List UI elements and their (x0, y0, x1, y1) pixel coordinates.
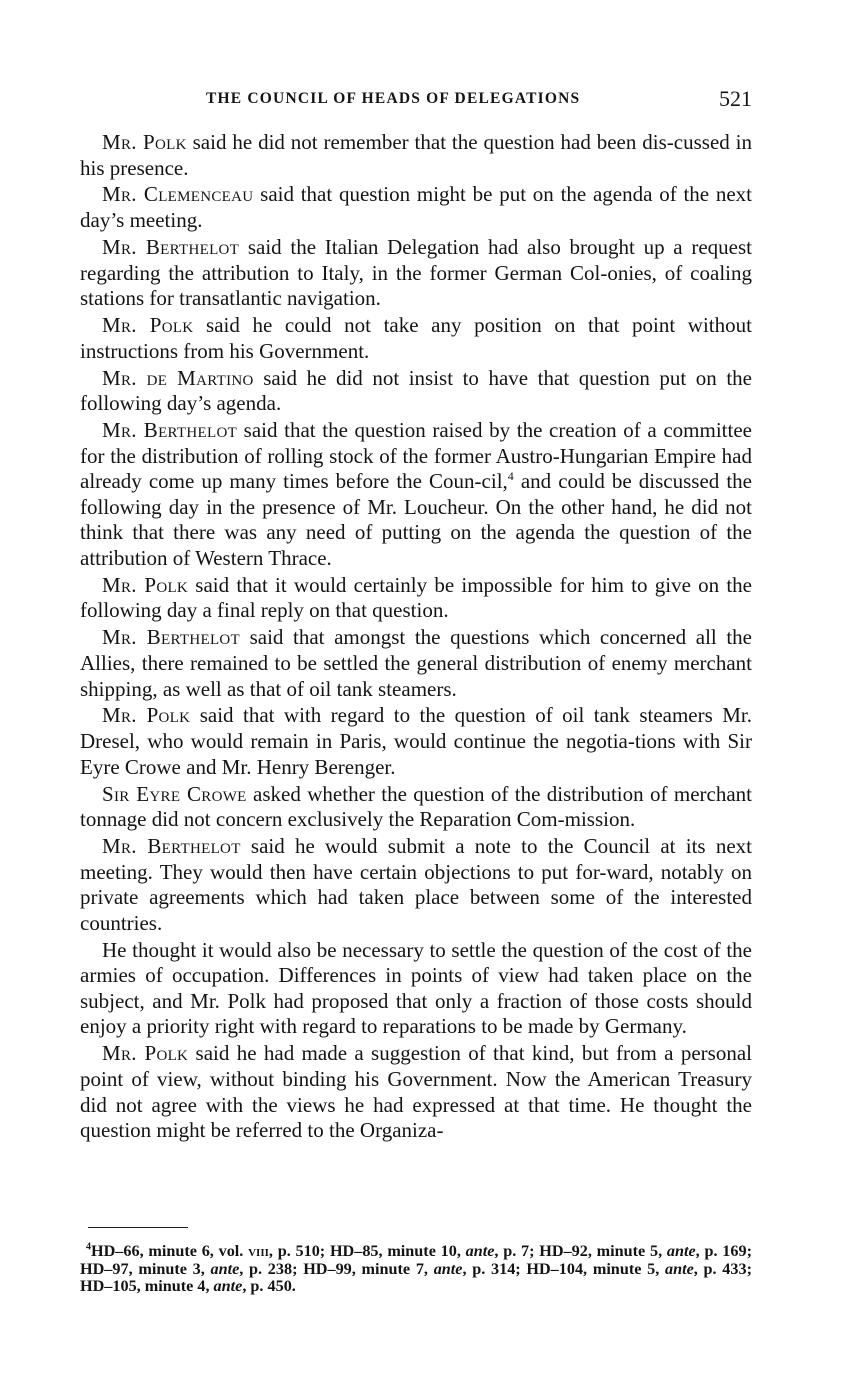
footnote-segment: viii (248, 1242, 269, 1260)
footnote-reference[interactable]: 4 (507, 469, 514, 484)
footnote-italic-segment: ante (666, 1242, 696, 1260)
paragraph-text: and could be discussed the following day in the presence of Mr. Loucheur. On the other hand, he did not think that there was any need of putting on the agenda the question of the attribution of Western Thrace. (80, 469, 752, 570)
paragraph (80, 938, 752, 1040)
paragraph (80, 418, 752, 572)
footnote (80, 1243, 752, 1296)
footnote-italic-segment: ante (213, 1277, 243, 1296)
paragraph-text: asked whether the question of the distribution of merchant tonnage did not concern exclusively the Reparation Com-mission. (80, 781, 753, 832)
body-text (80, 130, 752, 1145)
speaker-name: Mr. Polk (102, 572, 189, 597)
footnote-italic-segment: ante (210, 1259, 240, 1278)
footnote-segment: , p. 7; HD–92, minute 5, (494, 1242, 667, 1260)
footnote-segment: , p. 510; HD–85, minute 10, (268, 1242, 466, 1260)
paragraph (80, 573, 752, 624)
page-header (80, 86, 752, 116)
paragraph-text: said that the question raised by the creation of a committee for the distribution of rolling stock of the former Austro-Hungarian Empire had already come up many times before the Coun-cil, (80, 418, 752, 494)
paragraph (80, 366, 752, 417)
paragraph (80, 130, 752, 181)
speaker-name: Mr. de Martino (102, 365, 254, 390)
speaker-name: Mr. Berthelot (102, 418, 238, 443)
speaker-name: Sir Eyre Crowe (102, 781, 247, 806)
paragraph-text: said he could not take any position on that point without instructions from his Government. (80, 313, 752, 363)
paragraph (80, 182, 752, 233)
speaker-name: Mr. Polk (102, 1041, 189, 1066)
paragraph (80, 313, 752, 364)
footnote-text (80, 1242, 752, 1295)
page-number: 521 (719, 86, 752, 111)
footnote-segment: , p. 450. (242, 1277, 296, 1296)
paragraph-text: said that it would certainly be impossible for him to give on the following day a final reply on that question. (80, 572, 752, 623)
running-head: THE COUNCIL OF HEADS OF DELEGATIONS (206, 90, 581, 107)
footnote-segment: , p. 314; HD–104, minute 5, (462, 1259, 665, 1278)
paragraph-text: said he did not insist to have that question put on the following day’s agenda. (80, 365, 752, 416)
footnote-segment: , p. 169; HD–97, minute 3, (80, 1242, 752, 1278)
paragraph (80, 834, 752, 936)
footnote-divider (88, 1227, 188, 1228)
paragraph-text: He thought it would also be necessary to settle the question of the cost of the armies of occupation. Differences in points of view had taken place on the subject, and Mr. Polk had proposed that only a fraction of those costs should enjoy a priority right with regard to reparations to be made by Germany. (80, 937, 752, 1039)
speaker-name: Mr. Polk (102, 130, 187, 154)
speaker-name: Mr. Polk (102, 313, 194, 338)
paragraph (80, 625, 752, 702)
paragraph-text: said he had made a suggestion of that kind, but from a personal point of view, without binding his Government. Now the American Treasury did not agree with the views he had expressed at that time. He thought the question might be referred to the Organiza- (80, 1041, 752, 1143)
paragraph (80, 1041, 752, 1143)
paragraph-text: said he would submit a note to the Council at its next meeting. They would then have certain objections to put for-ward, notably on private agreements which had taken place between some of the interested countries. (80, 834, 752, 935)
footnote-segment: , p. 433; HD–105, minute 4, (80, 1259, 752, 1296)
speaker-name: Mr. Polk (102, 703, 191, 728)
paragraph-text: said he did not remember that the question had been dis-cussed in his presence. (80, 130, 752, 180)
footnote-italic-segment: ante (433, 1259, 463, 1278)
speaker-name: Mr. Berthelot (102, 234, 240, 259)
footnote-mark: 4 (86, 1241, 91, 1253)
speaker-name: Mr. Berthelot (102, 834, 241, 858)
footnote-italic-segment: ante (664, 1259, 694, 1278)
paragraph (80, 235, 752, 312)
footnote-segment: , p. 238; HD–99, minute 7, (239, 1259, 434, 1278)
footnote-segment: HD–66, minute 6, vol. (91, 1242, 249, 1260)
paragraph-text: said that with regard to the question of oil tank steamers Mr. Dresel, who would remain in Paris, would continue the negotia-tions with Sir Eyre Crowe and Mr. Henry Berenger. (80, 703, 752, 779)
speaker-name: Mr. Berthelot (102, 625, 241, 650)
speaker-name: Mr. Clemenceau (102, 182, 254, 207)
paragraph-text: said the Italian Delegation had also brought up a request regarding the attribution to Italy, in the former German Col-onies, of coaling stations for transatlantic navigation. (80, 234, 752, 311)
paragraph-text: said that question might be put on the agenda of the next day’s meeting. (80, 182, 753, 233)
paragraph-text: said that amongst the questions which concerned all the Allies, there remained to be settled the general distribution of enemy merchant shipping, as well as that of oil tank steamers. (80, 625, 753, 701)
paragraph (80, 782, 752, 833)
footnote-italic-segment: ante (465, 1242, 495, 1260)
paragraph (80, 703, 752, 780)
